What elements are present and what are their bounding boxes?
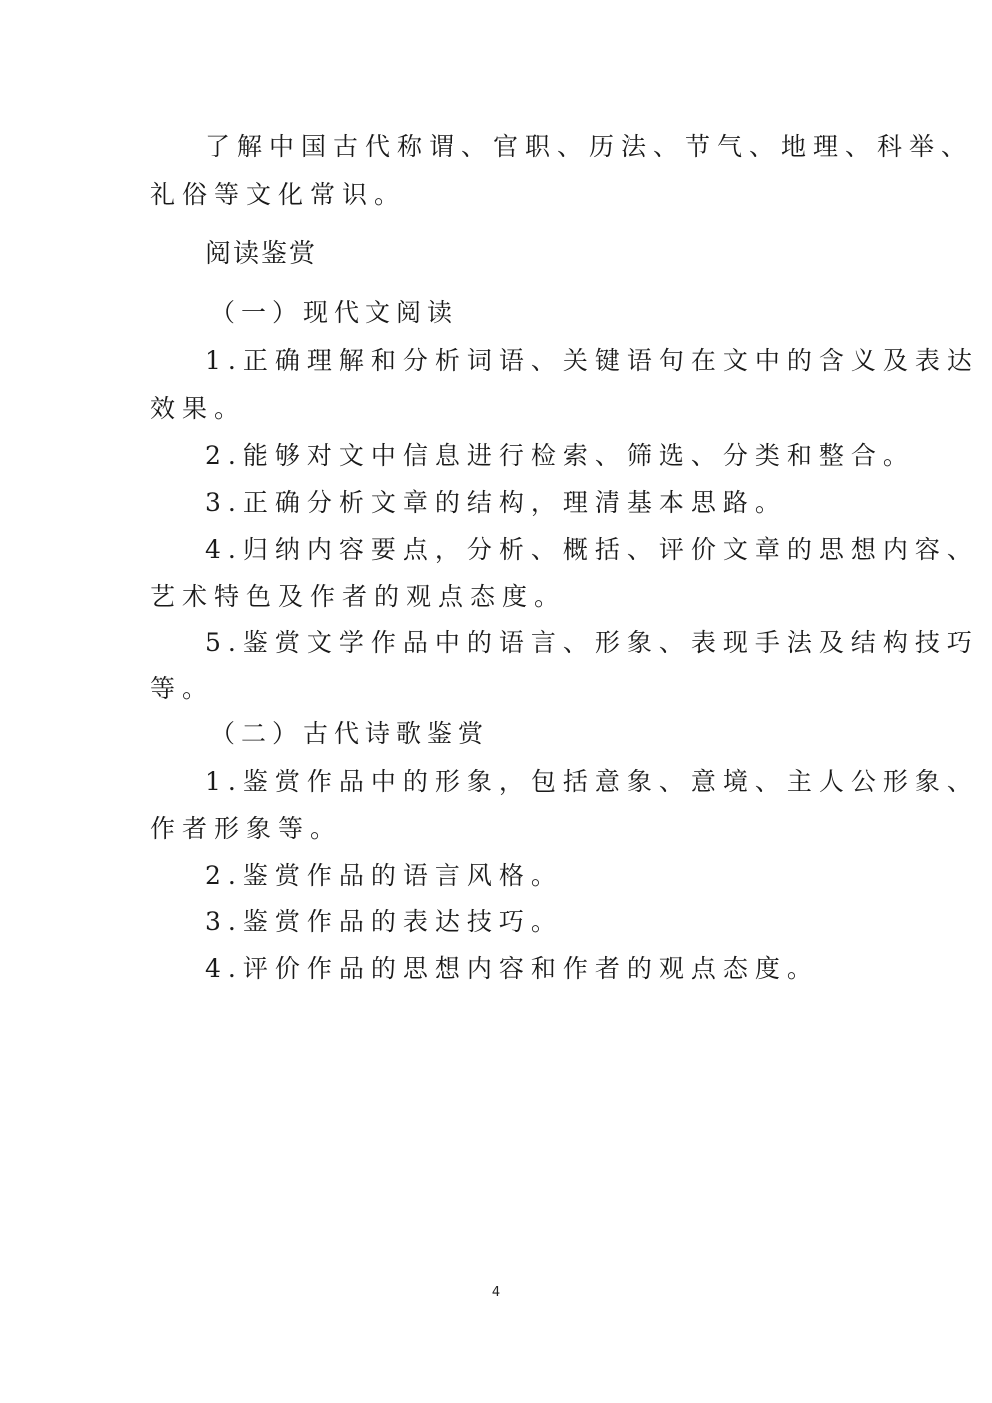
part1-item-5-line-2: 等。 xyxy=(150,674,215,703)
part2-item-1-line-2: 作者形象等。 xyxy=(150,814,343,843)
section-title: 阅读鉴赏 xyxy=(205,239,318,269)
part1-item-1-line-2: 效果。 xyxy=(150,394,247,423)
part2-item-2: 2.鉴赏作品的语言风格。 xyxy=(205,861,563,890)
intro-line-2: 礼俗等文化常识。 xyxy=(150,180,407,209)
part2-item-3: 3.鉴赏作品的表达技巧。 xyxy=(205,907,563,936)
part2-item-4: 4.评价作品的思想内容和作者的观点态度。 xyxy=(205,954,819,983)
part1-item-1-line-1: 1.正确理解和分析词语、关键语句在文中的含义及表达 xyxy=(205,346,979,375)
page-number: 4 xyxy=(491,1285,501,1300)
part1-item-4-line-2: 艺术特色及作者的观点态度。 xyxy=(150,582,567,611)
part1-item-3: 3.正确分析文章的结构，理清基本思路。 xyxy=(205,488,787,517)
part1-heading: （一）现代文阅读 xyxy=(210,298,459,327)
intro-line-1: 了解中国古代称谓、官职、历法、节气、地理、科举、 xyxy=(205,132,974,161)
part1-item-2: 2.能够对文中信息进行检索、筛选、分类和整合。 xyxy=(205,441,915,470)
part1-item-5-line-1: 5.鉴赏文学作品中的语言、形象、表现手法及结构技巧 xyxy=(205,628,979,657)
part1-item-4-line-1: 4.归纳内容要点，分析、概括、评价文章的思想内容、 xyxy=(205,535,979,564)
part2-heading: （二）古代诗歌鉴赏 xyxy=(210,719,490,748)
part2-item-1-line-1: 1.鉴赏作品中的形象，包括意象、意境、主人公形象、 xyxy=(205,767,979,796)
